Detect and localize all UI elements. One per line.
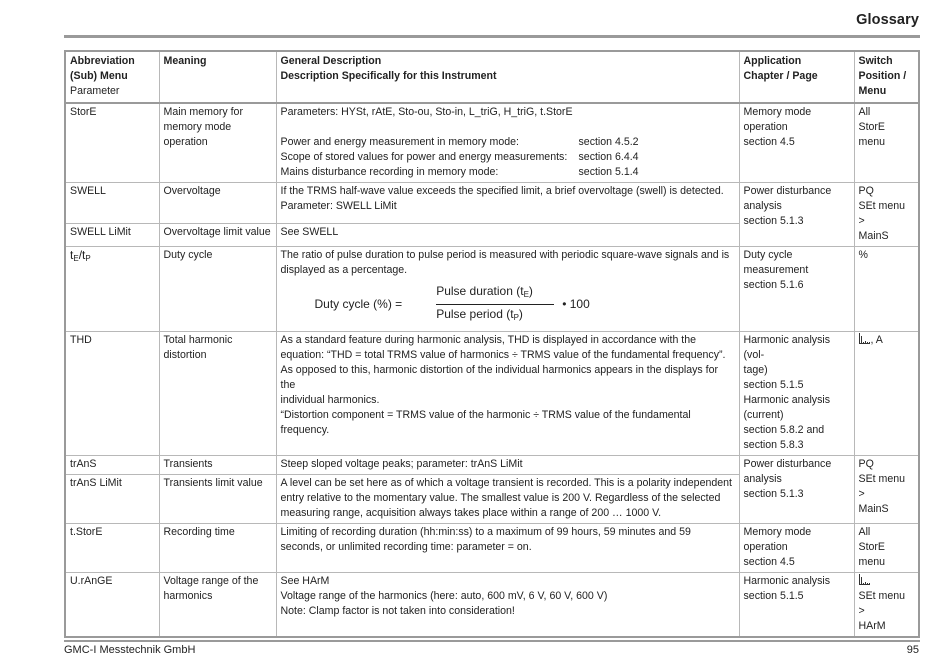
- meaning-store: Main memory for memory mode operation: [159, 103, 276, 183]
- app-t-store: Memory mode operation section 4.5: [739, 524, 854, 573]
- abbr-transients-limit: trAnS LiMit: [65, 475, 159, 524]
- desc-transients-limit: A level can be set here as of which a voltage transient is recorded. This is a polarity independent entry relative to the momentary value. The smallest value is 200 V. Regardless of the selected measuring range, acquisition always takes place within a range of 200 … 1000 V.: [276, 475, 739, 524]
- meaning-thd: Total harmonic distortion: [159, 332, 276, 456]
- table-row-swell: [65, 183, 919, 224]
- desc-t-store: Limiting of recording duration (hh:min:ss) to a maximum of 99 hours, 59 minutes and 59 seconds, or unlimited recording time: parameter = on.: [276, 524, 739, 573]
- harmonics-bar-icon: [859, 333, 870, 344]
- abbr-swell: SWELL: [65, 183, 159, 224]
- table-row-duty-cycle: [65, 247, 919, 332]
- header-meaning: Meaning: [159, 51, 276, 103]
- table-row-transients: [65, 456, 919, 475]
- meaning-transients: Transients: [159, 456, 276, 475]
- table-header-row: [65, 51, 919, 103]
- switch-duty-cycle: %: [854, 247, 919, 332]
- page-number: 95: [906, 644, 919, 656]
- desc-transients: Steep sloped voltage peaks; parameter: trAnS LiMit: [276, 456, 739, 475]
- app-swell: Power disturbance analysis section 5.1.3: [739, 183, 854, 247]
- switch-u-range: SEt menu > HArM: [854, 573, 919, 638]
- meaning-duty-cycle: Duty cycle: [159, 247, 276, 332]
- duty-cycle-formula: Duty cycle (%) = $\frac{Pulse duration (t_E)}{Pulse period (t_P)}$ • 100: [314, 284, 590, 322]
- switch-thd: , A: [854, 332, 919, 456]
- meaning-transients-limit: Transients limit value: [159, 475, 276, 524]
- meaning-swell: Overvoltage: [159, 183, 276, 224]
- desc-u-range: See HArM Voltage range of the harmonics (here: auto, 600 mV, 6 V, 60 V, 600 V) Note: Clamp factor is not taken into consideration!: [276, 573, 739, 638]
- app-transients: Power disturbance analysis section 5.1.3: [739, 456, 854, 524]
- desc-thd: As a standard feature during harmonic analysis, THD is displayed in accordance with the equation: “THD = total TRMS value of harmonics ÷ TRMS value of the fundamental frequency”. As opposed to this, harmonic distortion of the individual harmonics appears in the displays for the individual harmonics. “Distortion component = TRMS value of the harmonic ÷ TRMS value of the fundamental frequency.: [276, 332, 739, 456]
- header-application: Application Chapter / Page: [739, 51, 854, 103]
- abbr-duty-cycle: $t_E/t_P$: [65, 247, 159, 332]
- table-row-thd: [65, 332, 919, 456]
- abbr-t-store: t.StorE: [65, 524, 159, 573]
- switch-store: All StorE menu: [854, 103, 919, 183]
- table-row-t-store: [65, 524, 919, 573]
- abbr-swell-limit: SWELL LiMit: [65, 224, 159, 247]
- switch-t-store: All StorE menu: [854, 524, 919, 573]
- table-row-u-range: [65, 573, 919, 638]
- page-title: Glossary: [856, 12, 919, 28]
- app-u-range: Harmonic analysis section 5.1.5: [739, 573, 854, 638]
- glossary-table: [64, 50, 920, 638]
- header-description: General Description Description Specifically for this Instrument: [276, 51, 739, 103]
- abbr-transients: trAnS: [65, 456, 159, 475]
- meaning-u-range: Voltage range of the harmonics: [159, 573, 276, 638]
- footer-company: GMC-I Messtechnik GmbH: [64, 644, 196, 656]
- app-store: Memory mode operation section 4.5: [739, 103, 854, 183]
- desc-duty-cycle: The ratio of pulse duration to pulse period is measured with periodic square-wave signals and is displayed as a percentage. Duty cycle (%) = $\frac{Pulse duration (t_E)}{Pulse period (t_P)}$ • 100: [276, 247, 739, 332]
- desc-store: Parameters: HYSt, rAtE, Sto-ou, Sto-in, L_triG, H_triG, t.StorE Power and energy measurement in memory mode: section 4.5.2 Scope of stored values for power and energy measurements: section 6.4.4 Mains disturbance recording in memory mode: section 5.1.4: [276, 103, 739, 183]
- header-rule: [64, 35, 920, 38]
- desc-swell: If the TRMS half-wave value exceeds the specified limit, a brief overvoltage (swell) is detected. Parameter: SWELL LiMit: [276, 183, 739, 224]
- abbr-u-range: U.rAnGE: [65, 573, 159, 638]
- header-abbreviation: Abbreviation (Sub) Menu Parameter: [65, 51, 159, 103]
- desc-swell-limit: See SWELL: [276, 224, 739, 247]
- app-duty-cycle: Duty cycle measurement section 5.1.6: [739, 247, 854, 332]
- abbr-thd: THD: [65, 332, 159, 456]
- table-row-store: [65, 103, 919, 183]
- meaning-t-store: Recording time: [159, 524, 276, 573]
- abbr-store: StorE: [65, 103, 159, 183]
- harmonics-bar-icon: [859, 574, 870, 585]
- switch-transients: PQ SEt menu > MainS: [854, 456, 919, 524]
- footer-rule: [64, 640, 920, 642]
- switch-swell: PQ SEt menu > MainS: [854, 183, 919, 247]
- header-switch-position: Switch Position / Menu: [854, 51, 919, 103]
- app-thd: Harmonic analysis (vol- tage) section 5.1.5 Harmonic analysis (current) section 5.8.2 and section 5.8.3: [739, 332, 854, 456]
- meaning-swell-limit: Overvoltage limit value: [159, 224, 276, 247]
